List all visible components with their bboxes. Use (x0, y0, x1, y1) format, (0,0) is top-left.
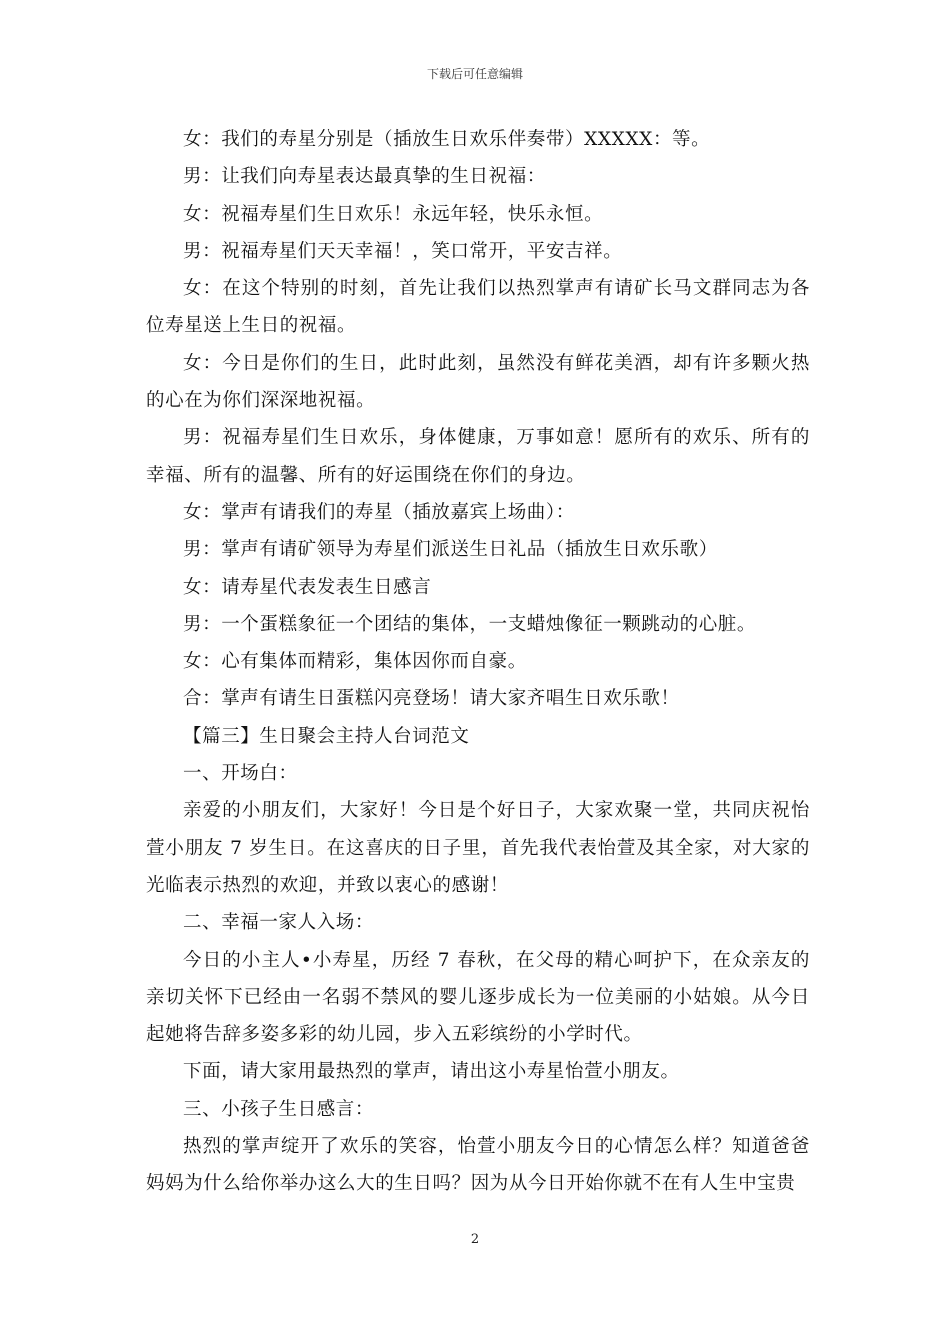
subsection-heading: 三、小孩子生日感言： (183, 1098, 375, 1120)
section-heading: 【篇三】生日聚会主持人台词范文 (183, 725, 470, 747)
paragraph: 女：我们的寿星分别是（插放生日欢乐伴奏带）XXXXX：等。 (183, 129, 711, 150)
paragraph: 女：心有集体而精彩，集体因你而自豪。 (183, 651, 527, 673)
paragraph: 男：让我们向寿星表达最真挚的生日祝福： (183, 166, 546, 188)
paragraph: 今日的小主人•小寿星，历经 7 春秋，在父母的精心呵护下，在众亲友的亲切关怀下已经由一名弱不禁风的婴儿逐步成长为一位美丽的小姑娘。从今日起她将告辞多姿多彩的幼儿园，步入五彩缤纷的小学时代。 (146, 949, 810, 1046)
paragraph: 女：今日是你们的生日，此时此刻，虽然没有鲜花美酒，却有许多颗火热的心在为你们深深地祝福。 (146, 352, 810, 412)
page-number: 2 (470, 1232, 480, 1247)
document-body (146, 121, 810, 1203)
subsection-heading: 二、幸福一家人入场： (183, 912, 375, 934)
paragraph: 女：祝福寿星们生日欢乐！永远年轻，快乐永恒。 (183, 203, 604, 225)
paragraph: 女：掌声有请我们的寿星（插放嘉宾上场曲）： (183, 501, 575, 523)
paragraph: 热烈的掌声绽开了欢乐的笑容，怡萱小朋友今日的心情怎么样？知道爸爸妈妈为什么给你举办这么大的生日吗？因为从今日开始你就不在有人生中宝贵 (146, 1136, 810, 1195)
paragraph: 男：掌声有请矿领导为寿星们派送生日礼品（插放生日欢乐歌） (183, 539, 718, 561)
subsection-heading: 一、开场白： (183, 763, 298, 785)
paragraph: 下面，请大家用最热烈的掌声，请出这小寿星怡萱小朋友。 (183, 1061, 680, 1083)
paragraph: 男：一个蛋糕象征一个团结的集体，一支蜡烛像征一颗跳动的心脏。 (183, 613, 757, 635)
page-header: 下载后可任意编辑 (426, 67, 523, 81)
paragraph: 亲爱的小朋友们，大家好！今日是个好日子，大家欢聚一堂，共同庆祝怡萱小朋友 7 岁生日。在这喜庆的日子里，首先我代表怡萱及其全家，对大家的光临表示热烈的欢迎，并致以衷心的感谢！ (146, 800, 810, 896)
paragraph: 女：在这个特别的时刻，首先让我们以热烈掌声有请矿长马文群同志为各位寿星送上生日的祝福。 (146, 278, 810, 337)
paragraph: 合：掌声有请生日蛋糕闪亮登场！请大家齐唱生日欢乐歌！ (183, 688, 680, 710)
paragraph: 男：祝福寿星们天天幸福！，笑口常开，平安吉祥。 (183, 240, 623, 262)
paragraph: 女：请寿星代表发表生日感言 (183, 576, 432, 598)
paragraph: 男：祝福寿星们生日欢乐，身体健康，万事如意！愿所有的欢乐、所有的幸福、所有的温馨、所有的好运围绕在你们的身边。 (146, 427, 810, 486)
